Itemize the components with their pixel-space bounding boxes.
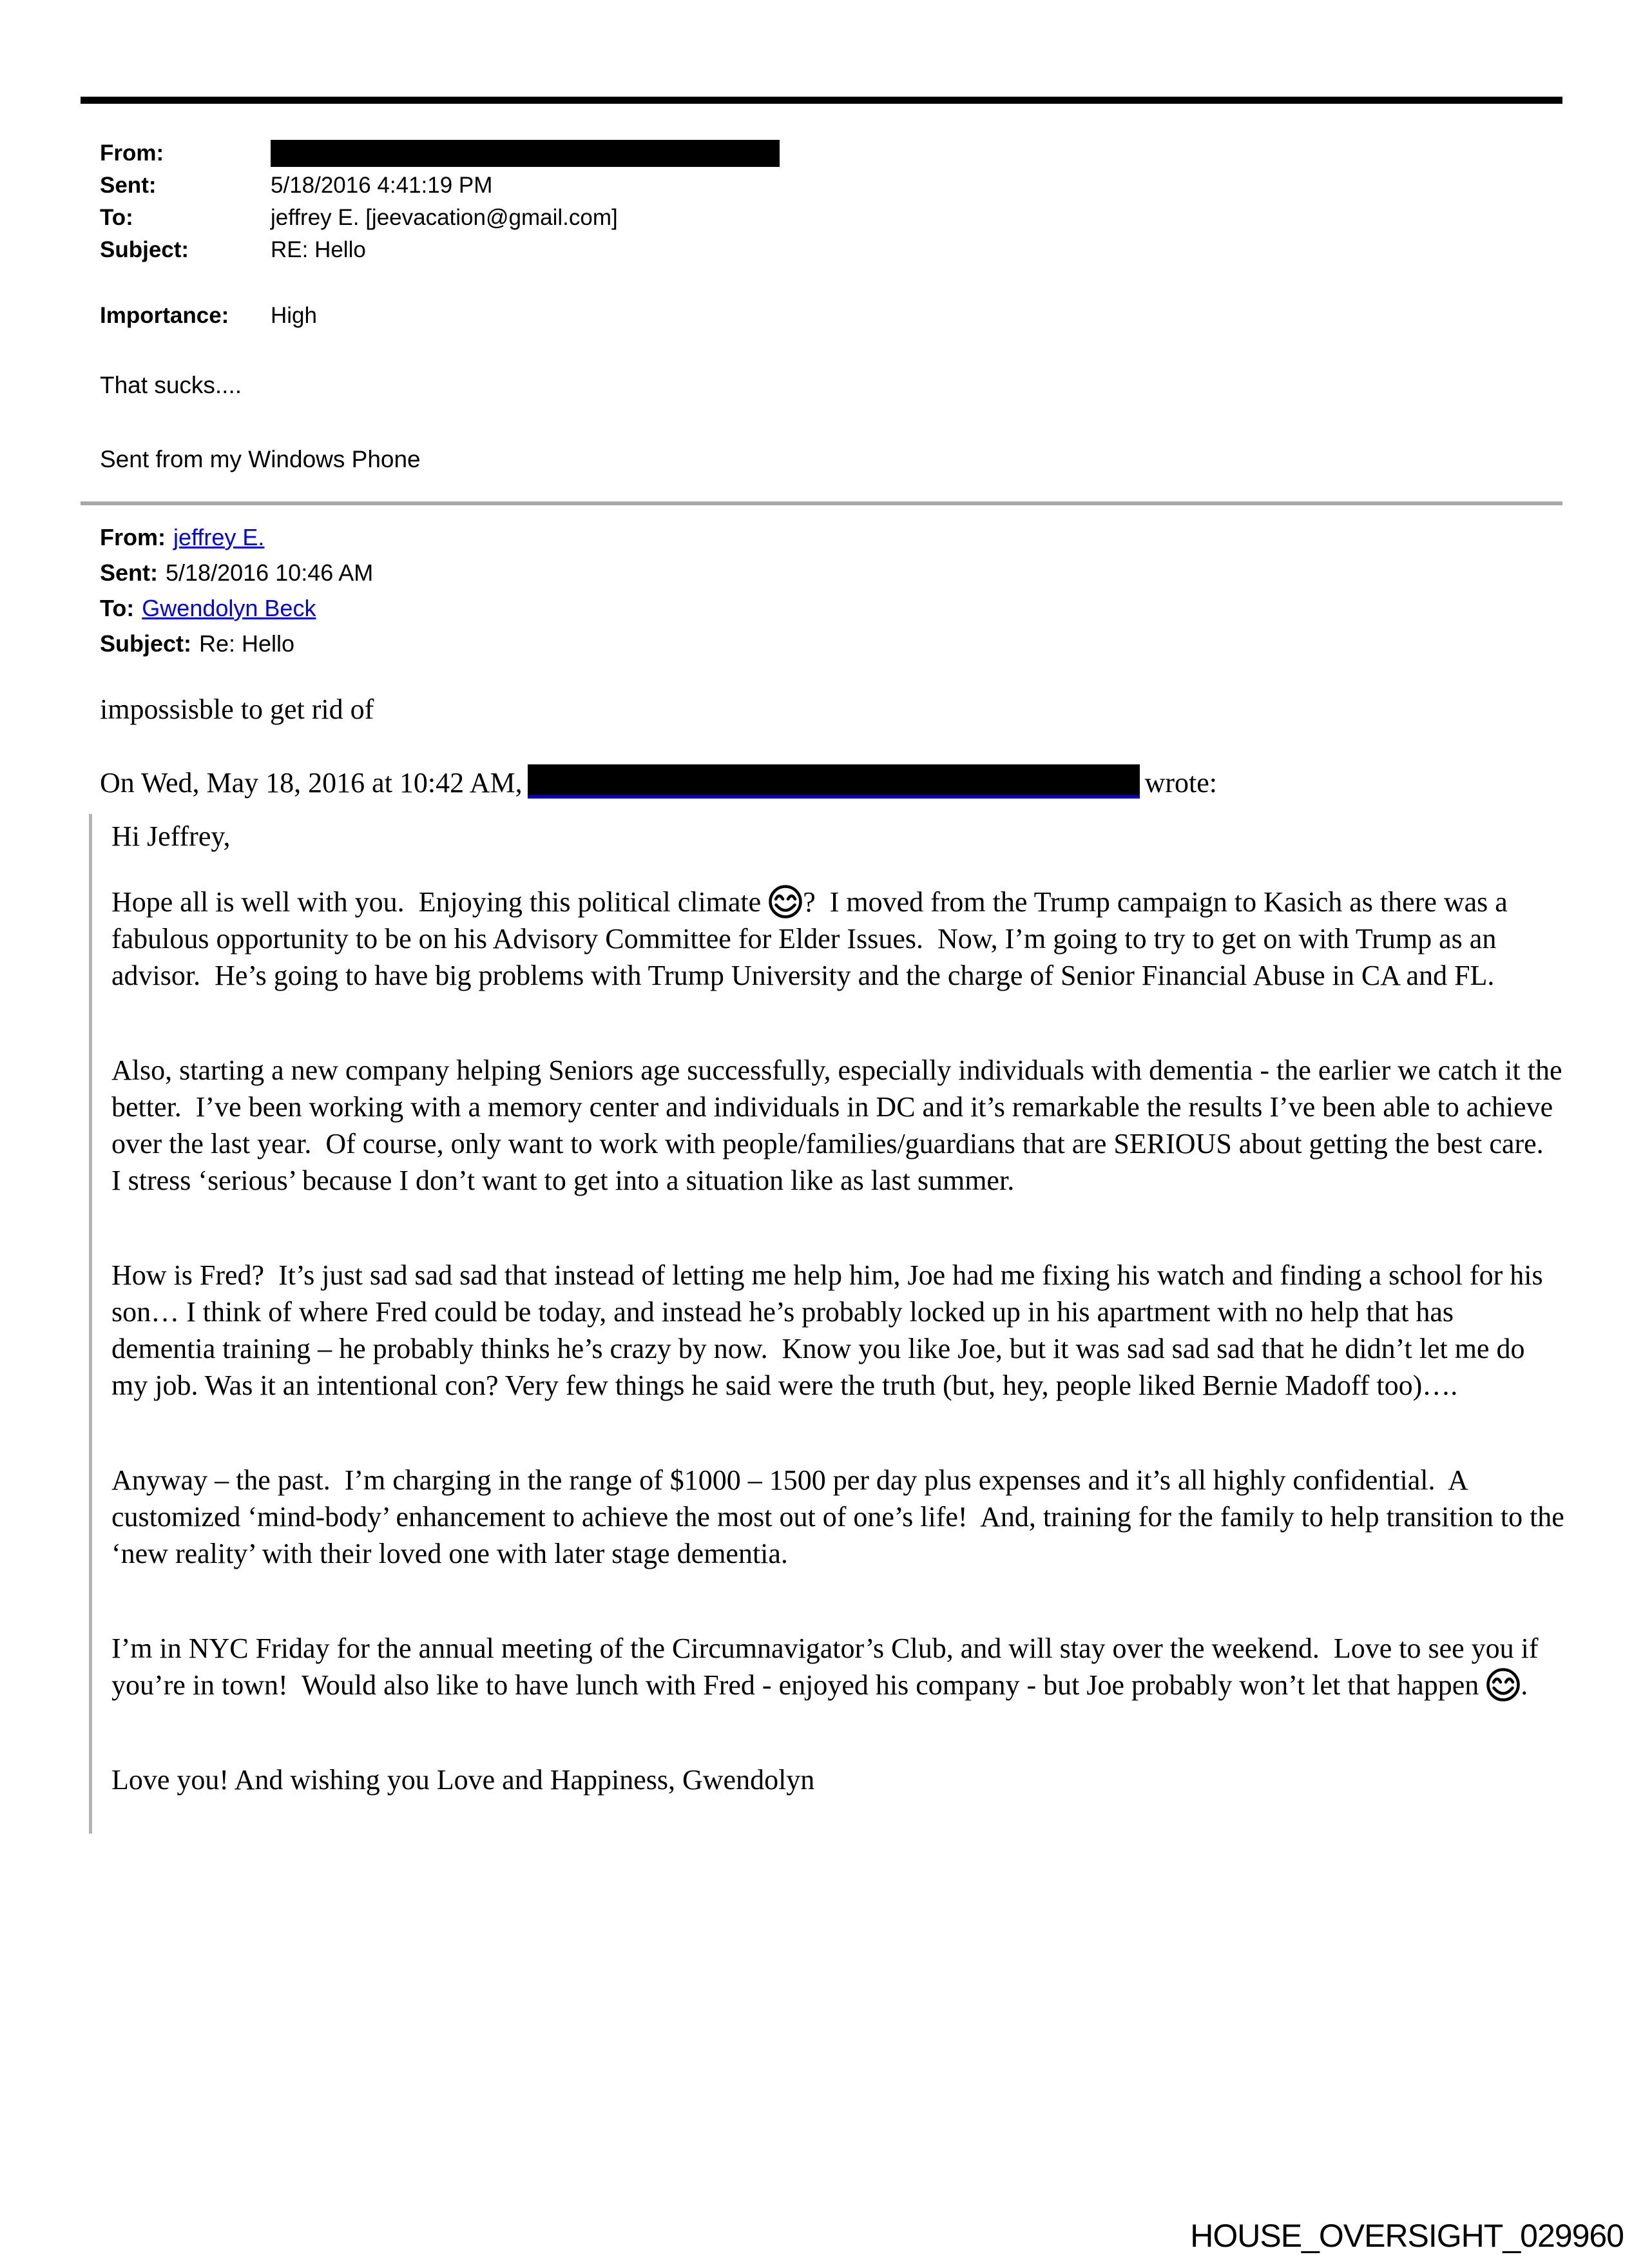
quoted-subject-value: Re: Hello [199,630,295,657]
header-to-row [100,202,1643,234]
quoted-paragraph-4: Anyway – the past. I’m charging in the range of $1000 – 1500 per day plus expenses and it’s all highly confidential. A customized ‘mind-body’ enhancement to achieve the most out of one’s life! And, training for the family to help transition to the ‘new reality’ with their loved one with later stage dementia. [111,1464,1571,1569]
quoted-greeting: Hi Jeffrey, [111,820,231,852]
reply-body-text: impossisble to get rid of [100,693,374,725]
quoted-email-header [100,519,1643,661]
quoted-paragraph-2: Also, starting a new company helping Seniors age successfully, especially individuals with dementia - the earlier we catch it the better. I’ve been working with a memory center and individuals in DC and it’s remarkable the results I’ve been able to achieve over the last year. Of course, only want to work with people/families/guardians that are SERIOUS about getting the best care. I stress ‘serious’ because I don’t want to get into a situation like as last summer. [111,1054,1570,1196]
from-label: From: [100,141,164,166]
attribution-after: wrote: [1144,767,1218,799]
from-link[interactable]: jeffrey E. [173,523,265,550]
sent-value: 5/18/2016 4:41:19 PM [271,173,493,198]
mobile-signature: Sent from my Windows Phone [100,446,421,472]
smiley-emoji [1486,1667,1521,1702]
quoted-subject-line [100,626,1643,661]
paragraph-text: I’m in NYC Friday for the annual meeting of the Circumnavigator’s Club, and will stay over the weekend. Love to see you if you’re in town! Would also like to have lunch with Fred - enjoyed his company - but Joe probably won’t let that happen [111,1633,1546,1701]
quoted-subject-label: Subject: [100,630,192,657]
quoted-to-line [100,590,1643,626]
quote-attribution-line [100,764,1643,801]
to-label: To: [100,205,133,230]
importance-label: Importance: [100,303,229,328]
quoted-to-label: To: [100,594,135,621]
paragraph-text: Hope all is well with you. Enjoying this political climate [111,886,769,918]
paragraph-text: . [1521,1669,1528,1701]
quoted-sent-line [100,555,1643,590]
quoted-paragraph-5 [111,1630,1564,1703]
redacted-sender-bar [271,140,780,167]
header-from-row [100,137,1643,170]
importance-row [100,300,1643,332]
quoted-sent-value: 5/18/2016 10:46 AM [166,559,374,586]
paragraph-text: ? I moved from the Trump campaign to Kasich as there was a fabulous opportunity to be on his Advisory Committee for Elder Issues. Now, I’m going to try to get on with Trump as an advisor. He’s going to have big problems with Trump University and the charge of Senior Financial Abuse in CA and FL. [111,886,1515,991]
quoted-closing: Love you! And wishing you Love and Happiness, Gwendolyn [111,1764,815,1796]
quoted-paragraph-1 [111,884,1564,994]
importance-value: High [271,303,317,328]
header-subject-row [100,234,1643,266]
header-sent-row [100,170,1643,202]
quoted-sent-label: Sent: [100,559,158,586]
sent-label: Sent: [100,173,157,198]
email-header [100,137,1643,266]
subject-label: Subject: [100,237,189,262]
quoted-from-line [100,519,1643,555]
subject-value: RE: Hello [271,237,366,262]
top-rule [81,97,1562,104]
redacted-email-bar [528,764,1140,799]
smiley-emoji [768,884,803,919]
quoted-paragraph-3: How is Fred? It’s just sad sad sad that instead of letting me help him, Joe had me fixing his watch and finding a school for his son… I think of where Fred could be today, and instead he’s probably locked up in his apartment with no help that has dementia training – he probably thinks he’s crazy by now. Know you like Joe, but it was sad sad sad that he didn’t let me do my job. Was it an intentional con? Very few things he said were the truth (but, hey, people liked Bernie Madoff too)…. [111,1259,1550,1401]
quoted-message-block [89,814,1571,1834]
quoted-from-label: From: [100,523,166,550]
section-divider [81,501,1562,505]
message-body-line: That sucks.... [100,372,242,398]
to-link[interactable]: Gwendolyn Beck [142,594,316,621]
to-value: jeffrey E. [jeevacation@gmail.com] [271,205,618,230]
attribution-before: On Wed, May 18, 2016 at 10:42 AM, [100,767,523,799]
document-page [0,97,1643,2254]
bates-number: HOUSE_OVERSIGHT_029960 [1190,2218,1624,2254]
